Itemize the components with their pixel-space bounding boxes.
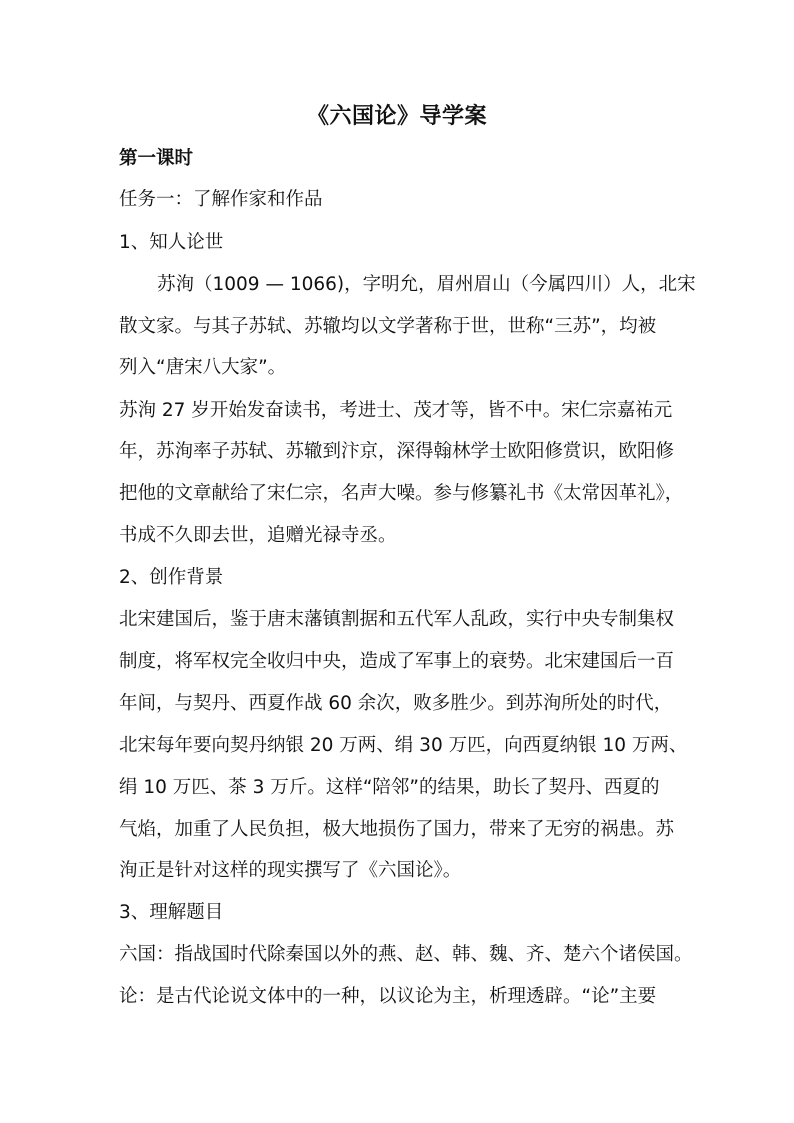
paragraph-line: 把他的文章献给了宋仁宗，名声大噪。参与修纂礼书《太常因革礼》， [119,483,684,504]
paragraph-line: 洵正是针对这样的现实撰写了《六国论》。 [119,860,462,881]
paragraph-line: 论：是古代论说文体中的一种，以议论为主，析理透辟。“论”主要 [119,986,657,1007]
paragraph-line: 苏洵 27 岁开始发奋读书，考进士、茂才等，皆不中。宋仁宗嘉祐元 [119,400,673,421]
paragraph-line: 六国：指战国时代除秦国以外的燕、赵、韩、魏、齐、楚六个诸侯国。 [119,944,693,965]
paragraph-line: 气焰，加重了人民负担，极大地损伤了国力，带来了无穷的祸患。苏 [119,819,675,840]
paragraph-line: 制度，将军权完全收归中央，造成了军事上的衰势。北宋建国后一百 [119,651,675,672]
section1-heading: 1、知人论世 [119,232,224,253]
paragraph-line: 年间，与契丹、西夏作战 60 余次，败多胜少。到苏洵所处的时代， [119,693,673,714]
paragraph-line: 列入“唐宋八大家”。 [119,357,287,378]
paragraph-line: 北宋每年要向契丹纳银 20 万两、绢 30 万匹，向西夏纳银 10 万两、 [119,735,688,756]
paragraph-line: 绢 10 万匹、茶 3 万斤。这样“陪邻”的结果，助长了契丹、西夏的 [119,777,660,798]
paragraph-line: 年，苏洵率子苏轼、苏辙到汴京，深得翰林学士欧阳修赏识，欧阳修 [119,441,675,462]
paragraph-line: 苏洵（1009 — 1066)，字明允，眉州眉山（今属四川）人，北宋 [157,274,696,295]
section2-heading: 2、创作背景 [119,567,224,588]
paragraph-line: 散文家。与其子苏轼、苏辙均以文学著称于世，世称“三苏”，均被 [119,316,657,337]
lesson-heading: 第一课时 [119,148,194,169]
section3-heading: 3、理解题目 [119,902,224,923]
paragraph-line: 书成不久即去世，追赠光禄寺丞。 [119,525,397,546]
document-title: 《六国论》导学案 [306,104,487,129]
task1-heading: 任务一：了解作家和作品 [119,189,323,210]
paragraph-line: 北宋建国后，鉴于唐末藩镇割据和五代军人乱政，实行中央专制集权 [119,609,675,630]
